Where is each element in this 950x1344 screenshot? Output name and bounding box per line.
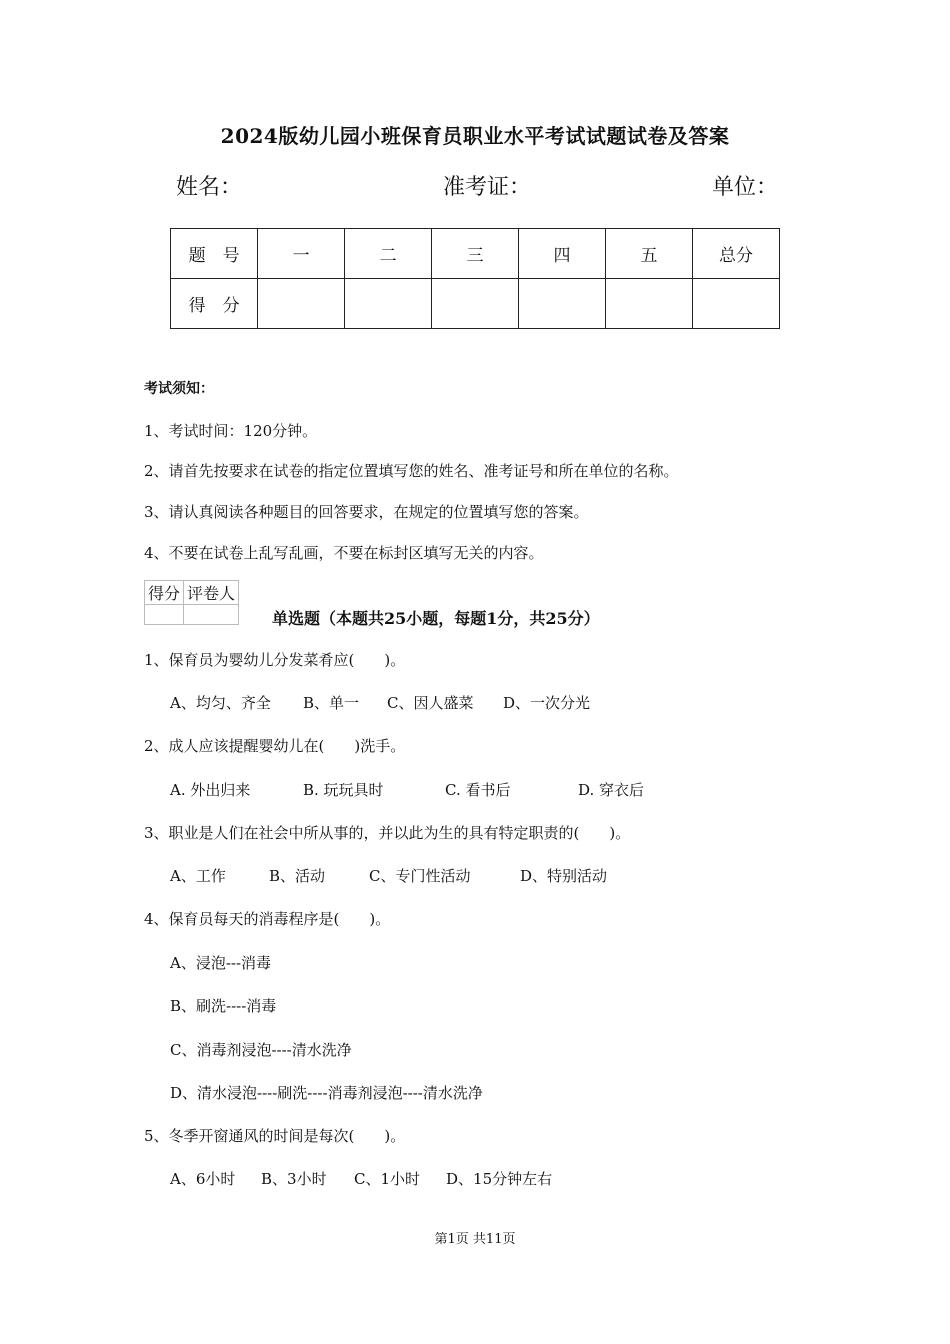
question-options	[170, 692, 590, 713]
question-stem: 5、冬季开窗通风的时间是每次( )。	[144, 1127, 406, 1145]
grader-score-cell[interactable]	[145, 605, 184, 625]
question-options	[170, 779, 644, 800]
option[interactable]: B、单一	[303, 694, 360, 712]
score-row-label: 得 分	[171, 279, 258, 329]
score-header-cell: 题 号	[171, 229, 258, 279]
notice-item: 1、考试时间：120分钟。	[144, 422, 318, 440]
notice-item: 3、请认真阅读各种题目的回答要求，在规定的位置填写您的答案。	[144, 503, 589, 521]
score-header-cell: 五	[606, 229, 693, 279]
grader-reviewer-label: 评卷人	[184, 581, 239, 605]
score-table-header-row	[171, 229, 780, 279]
score-header-cell: 总分	[692, 229, 779, 279]
score-cell[interactable]	[692, 279, 779, 329]
option[interactable]: C. 看书后	[445, 781, 511, 799]
option[interactable]: C、专门性活动	[369, 867, 471, 885]
option[interactable]: B、3小时	[261, 1170, 327, 1188]
score-cell[interactable]	[519, 279, 606, 329]
option[interactable]: B. 玩玩具时	[303, 781, 384, 799]
question-options	[170, 865, 607, 886]
grader-score-label: 得分	[145, 581, 184, 605]
score-header-cell: 二	[345, 229, 432, 279]
option[interactable]: D、一次分光	[503, 694, 591, 712]
question-stem: 2、成人应该提醒婴幼儿在( )洗手。	[144, 737, 406, 755]
notice-item: 4、不要在试卷上乱写乱画，不要在标封区填写无关的内容。	[144, 544, 544, 562]
option[interactable]: A、均匀、齐全	[170, 694, 271, 712]
score-cell[interactable]	[432, 279, 519, 329]
section-title: 单选题（本题共25小题，每题1分，共25分）	[272, 609, 600, 628]
score-cell[interactable]	[345, 279, 432, 329]
grader-table	[144, 580, 239, 625]
option[interactable]: C、1小时	[354, 1170, 421, 1188]
option[interactable]: B、活动	[269, 867, 326, 885]
option[interactable]: A、6小时	[170, 1170, 236, 1188]
score-cell[interactable]	[606, 279, 693, 329]
name-field-label: 姓名：	[176, 175, 243, 200]
option[interactable]: D. 穿衣后	[578, 781, 645, 799]
question-stem: 3、职业是人们在社会中所从事的，并以此为生的具有特定职责的( )。	[144, 824, 631, 842]
option[interactable]: A、浸泡---消毒	[170, 954, 272, 972]
page-footer: 第1页 共11页	[434, 1232, 516, 1247]
question-stem: 4、保育员每天的消毒程序是( )。	[144, 910, 391, 928]
option[interactable]: B、刷洗----消毒	[170, 997, 277, 1015]
score-header-cell: 一	[258, 229, 345, 279]
option[interactable]: A、工作	[170, 867, 226, 885]
option[interactable]: C、消毒剂浸泡----清水洗净	[170, 1041, 352, 1059]
score-table-score-row	[171, 279, 780, 329]
unit-field-label: 单位：	[712, 175, 779, 200]
document-title: 2024版幼儿园小班保育员职业水平考试试题试卷及答案	[220, 124, 730, 148]
option[interactable]: D、清水浸泡----刷洗----消毒剂浸泡----清水洗净	[170, 1084, 483, 1102]
option[interactable]: D、15分钟左右	[446, 1170, 553, 1188]
score-cell[interactable]	[258, 279, 345, 329]
option[interactable]: D、特别活动	[520, 867, 608, 885]
score-header-cell: 三	[432, 229, 519, 279]
score-table	[170, 228, 780, 329]
notice-item: 2、请首先按要求在试卷的指定位置填写您的姓名、准考证号和所在单位的名称。	[144, 462, 679, 480]
question-stem: 1、保育员为婴幼儿分发菜肴应( )。	[144, 651, 406, 669]
option[interactable]: C、因人盛菜	[387, 694, 474, 712]
option[interactable]: A. 外出归来	[170, 781, 251, 799]
question-options	[170, 1168, 552, 1189]
notice-title: 考试须知：	[144, 381, 214, 397]
score-header-cell: 四	[519, 229, 606, 279]
grader-reviewer-cell[interactable]	[184, 605, 239, 625]
exam-id-field-label: 准考证：	[443, 175, 532, 200]
